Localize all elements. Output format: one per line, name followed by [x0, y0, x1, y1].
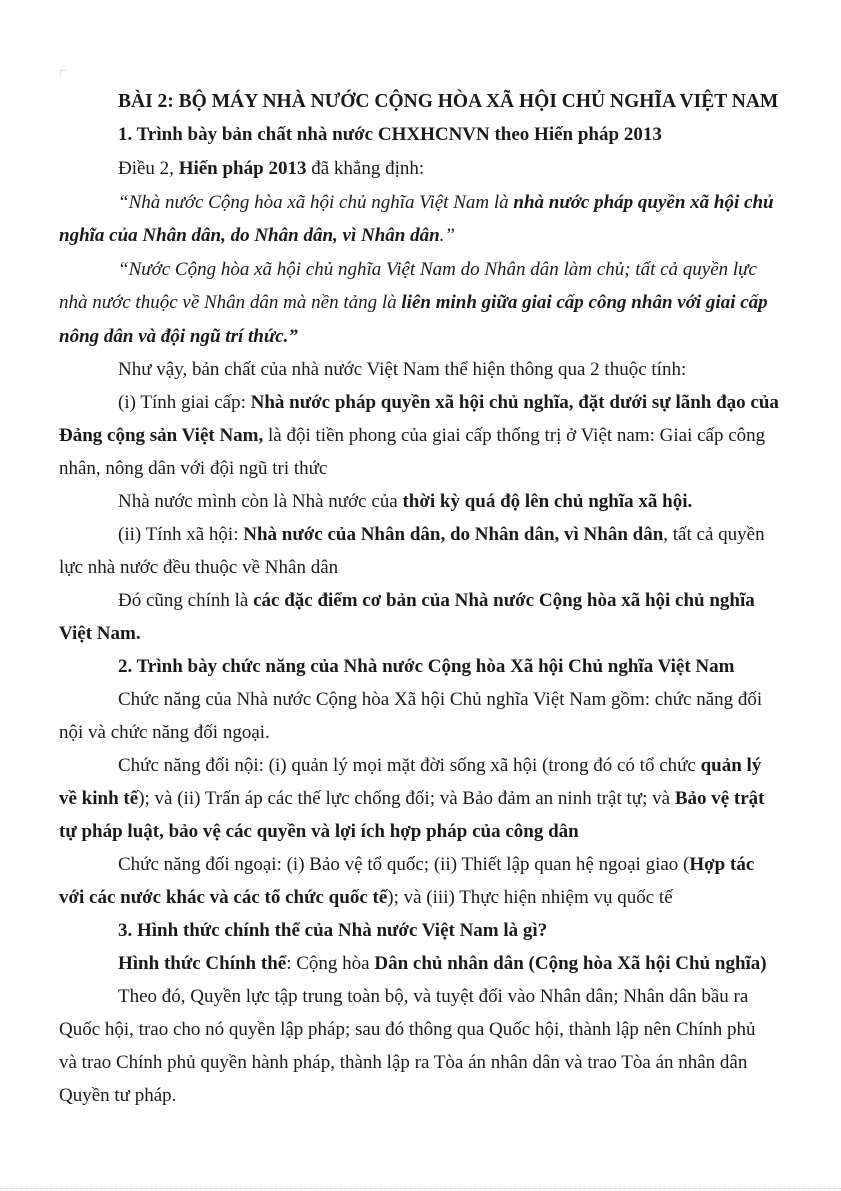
summary-line-1	[0, 589, 841, 613]
summary-bold: các đặc điểm cơ bản của Nhà nước Cộng hòa xã hội chủ nghĩa	[253, 590, 755, 611]
section-3-heading	[0, 919, 841, 943]
protect-bold-end: tự pháp luật, bảo vệ các quyền và lợi ích hợp pháp của công dân	[59, 821, 579, 842]
power-text-3: và trao Chính phủ quyền hành pháp, thành lập ra Tòa án nhân dân và trao Tòa án nhân dân	[59, 1052, 748, 1073]
quote-1-line-2	[0, 224, 841, 248]
form-bold: Dân chủ nhân dân (Cộng hòa Xã hội Chủ nghĩa)	[374, 953, 767, 974]
quote-2-emphasis: liên minh giữa giai cấp công nhân với giai cấp	[401, 292, 768, 313]
title-text: BÀI 2: BỘ MÁY NHÀ NƯỚC CỘNG HÒA XÃ HỘI CHỦ NGHĨA VIỆT NAM	[118, 91, 779, 112]
section-3-heading-text: 3. Hình thức chính thể của Nhà nước Việt Nam là gì?	[118, 920, 548, 941]
transition-text: Nhà nước mình còn là Nhà nước của	[118, 491, 403, 512]
class-nature-line-2	[0, 424, 841, 448]
class-nature-line-1	[0, 391, 841, 415]
quote-2-line-1	[0, 258, 841, 282]
power-line-3	[0, 1051, 841, 1075]
power-line-4	[0, 1084, 841, 1108]
class-nature-label: (i) Tính giai cấp:	[118, 392, 251, 413]
social-nature-label: (ii) Tính xã hội:	[118, 524, 244, 545]
quote-1-line-1	[0, 191, 841, 215]
functions-text: Chức năng của Nhà nước Cộng hòa Xã hội Chủ nghĩa Việt Nam gồm: chức năng đối	[118, 689, 763, 710]
class-nature-text: là đội tiền phong của giai cấp thống trị ở Việt nam: Giai cấp công	[263, 425, 766, 446]
page-bottom-divider	[0, 1188, 841, 1190]
quote-1-emphasis-cont: nghĩa của Nhân dân, do Nhân dân, vì Nhân dân	[59, 225, 440, 246]
quote-1-emphasis: nhà nước pháp quyền xã hội chủ	[513, 192, 774, 213]
quote-2-text: “Nước Cộng hòa xã hội chủ nghĩa Việt Nam do Nhân dân làm chủ; tất cả quyền lực	[118, 259, 757, 280]
summary-bold-end: Việt Nam.	[59, 623, 141, 644]
domestic-line-3	[0, 820, 841, 844]
domestic-line-2	[0, 787, 841, 811]
form-line	[0, 952, 841, 976]
form-label: Hình thức Chính thể	[118, 953, 287, 974]
cooperate-bold-end: với các nước khác và các tổ chức quốc tế	[59, 887, 388, 908]
party-bold: Đảng cộng sản Việt Nam,	[59, 425, 264, 446]
domestic-bold: quản lý	[700, 755, 762, 776]
paragraph	[0, 358, 841, 382]
power-line-1	[0, 985, 841, 1009]
social-nature-bold: Nhà nước của Nhân dân, do Nhân dân, vì Nhân dân	[243, 524, 664, 545]
functions-line-1	[0, 688, 841, 712]
economy-bold: về kinh tế	[59, 788, 139, 809]
domestic-text: Chức năng đối nội: (i) quản lý mọi mặt đời sống xã hội (trong đó có tổ chức	[118, 755, 701, 776]
functions-text-end: nội và chức năng đối ngoại.	[59, 722, 270, 743]
foreign-text-end: ); và (iii) Thực hiện nhiệm vụ quốc tế	[387, 887, 673, 908]
quote-1-text: “Nhà nước Cộng hòa xã hội chủ nghĩa Việt Nam là	[118, 192, 514, 213]
document-title	[0, 90, 841, 114]
power-text-2: Quốc hội, trao cho nó quyền lập pháp; sau đó thông qua Quốc hội, thành lập nên Chính phủ	[59, 1019, 756, 1040]
intro-text-end: đã khẳng định:	[306, 158, 425, 179]
social-nature-text-end: lực nhà nước đều thuộc về Nhân dân	[59, 557, 339, 578]
section-1-heading	[0, 123, 841, 147]
foreign-line-1	[0, 853, 841, 877]
quote-1-close: .”	[439, 225, 455, 246]
form-text: : Cộng hòa	[286, 953, 375, 974]
class-nature-bold: Nhà nước pháp quyền xã hội chủ nghĩa, đặt dưới sự lãnh đạo của	[250, 392, 779, 413]
power-line-2	[0, 1018, 841, 1042]
section-2-heading	[0, 655, 841, 679]
quote-2-text-cont: nhà nước thuộc về Nhân dân mà nền tảng là	[59, 292, 402, 313]
page-corner-mark	[60, 70, 67, 77]
section-2-heading-text: 2. Trình bày chức năng của Nhà nước Cộng hòa Xã hội Chủ nghĩa Việt Nam	[118, 656, 735, 677]
social-nature-line-1	[0, 523, 841, 547]
intro-bold: Hiến pháp 2013	[178, 158, 307, 179]
class-nature-line-3	[0, 457, 841, 481]
quote-2-line-3	[0, 325, 841, 349]
power-text-1: Theo đó, Quyền lực tập trung toàn bộ, và tuyệt đối vào Nhân dân; Nhân dân bầu ra	[118, 986, 749, 1007]
cooperate-bold: Hợp tác	[689, 854, 755, 875]
transition-bold: thời kỳ quá độ lên chủ nghĩa xã hội.	[402, 491, 693, 512]
class-nature-text-end: nhân, nông dân với đội ngũ tri thức	[59, 458, 328, 479]
social-nature-line-2	[0, 556, 841, 580]
foreign-line-2	[0, 886, 841, 910]
power-text-4: Quyền tư pháp.	[59, 1085, 177, 1106]
functions-line-2	[0, 721, 841, 745]
protect-bold: Bảo vệ trật	[674, 788, 765, 809]
section-1-intro	[0, 157, 841, 181]
paragraph-text: Như vậy, bản chất của nhà nước Việt Nam thể hiện thông qua 2 thuộc tính:	[118, 359, 687, 380]
foreign-text: Chức năng đối ngoại: (i) Bảo vệ tổ quốc; (ii) Thiết lập quan hệ ngoại giao (	[118, 854, 690, 875]
quote-2-emphasis-end: nông dân và đội ngũ trí thức.”	[59, 326, 298, 347]
intro-text: Điều 2,	[118, 158, 179, 179]
domestic-line-1	[0, 754, 841, 778]
summary-line-2	[0, 622, 841, 646]
domestic-text-cont: ); và (ii) Trấn áp các thế lực chống đối; và Bảo đảm an ninh trật tự; và	[138, 788, 675, 809]
social-nature-text: , tất cả quyền	[663, 524, 765, 545]
transition-line	[0, 490, 841, 514]
summary-text: Đó cũng chính là	[118, 590, 254, 611]
quote-2-line-2	[0, 291, 841, 315]
section-1-heading-text: 1. Trình bày bản chất nhà nước CHXHCNVN theo Hiến pháp 2013	[118, 124, 662, 145]
